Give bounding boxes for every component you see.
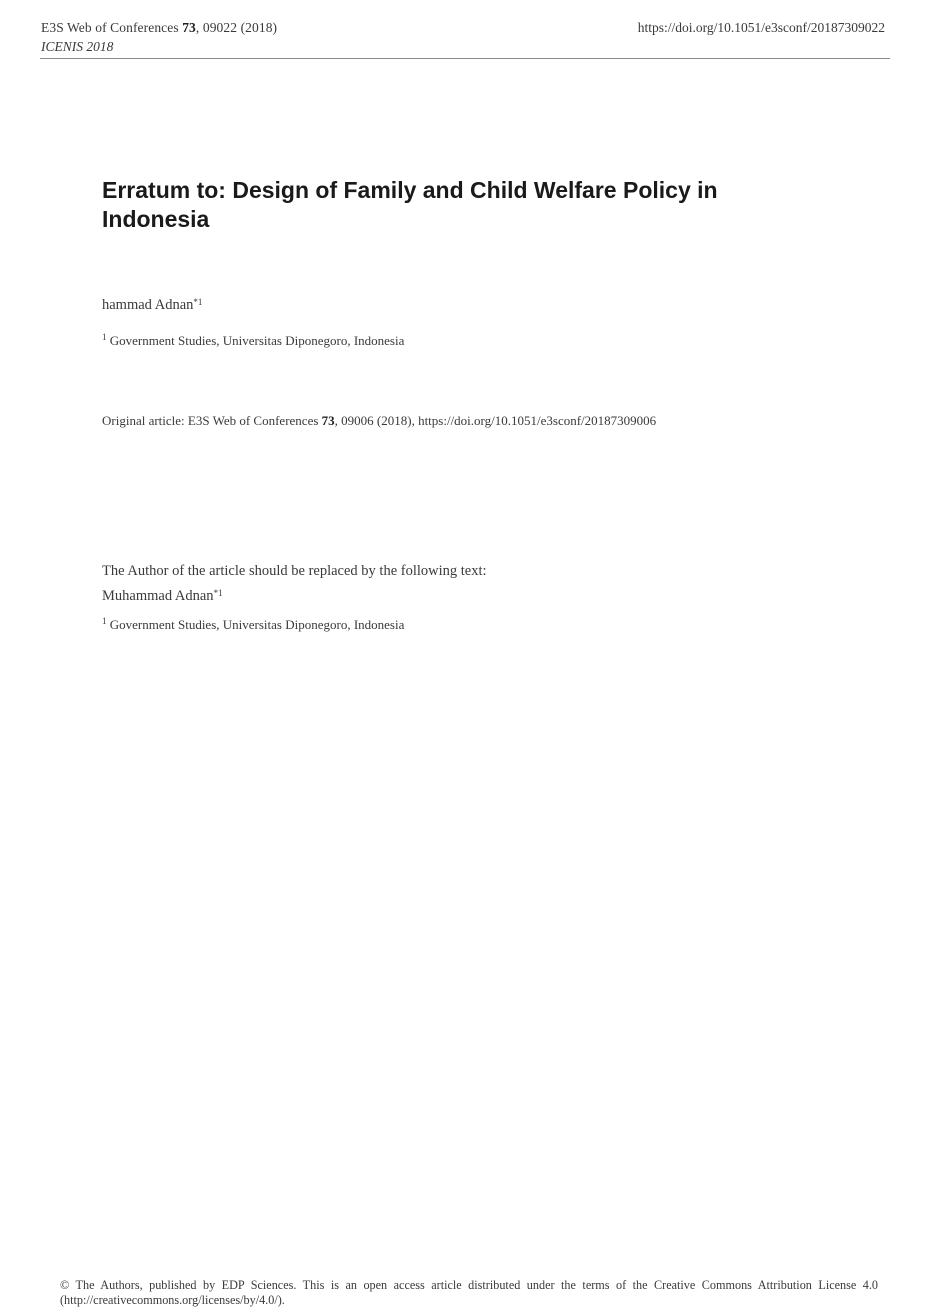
article-info: , 09022 (2018)	[195, 20, 278, 35]
corrected-author-name: Muhammad Adnan	[102, 588, 214, 604]
affiliation-number: 1	[102, 332, 107, 342]
author-line	[102, 296, 202, 314]
original-article-prefix: Original article: E3S Web of Conferences	[102, 413, 322, 428]
corrected-author-line	[102, 587, 223, 605]
author-marker: *1	[193, 297, 203, 307]
header-journal-line	[41, 19, 277, 37]
corrected-author-marker: *1	[213, 588, 223, 598]
journal-volume: 73	[182, 20, 196, 35]
affiliation-text: Government Studies, Universitas Diponegoro, Indonesia	[106, 333, 405, 348]
journal-name: E3S Web of Conferences	[41, 20, 179, 35]
author-name: hammad Adnan	[102, 297, 194, 313]
corrected-affiliation-text: Government Studies, Universitas Diponegoro, Indonesia	[106, 617, 405, 632]
original-article-suffix[interactable]: , 09006 (2018), https://doi.org/10.1051/e3sconf/20187309006	[334, 413, 657, 428]
correction-statement: The Author of the article should be replaced by the following text:	[102, 563, 487, 579]
header-divider	[40, 58, 890, 59]
header-doi-link[interactable]: https://doi.org/10.1051/e3sconf/20187309022	[637, 20, 885, 35]
page-title: Erratum to: Design of Family and Child Welfare Policy in Indonesia	[102, 177, 718, 232]
license-footer: © The Authors, published by EDP Sciences. This is an open access article distributed under the terms of the Creative Commons Attribution License 4.0 (http://creativecommons.org/licenses/by/4.0/).	[60, 1278, 878, 1307]
corrected-affiliation-line	[102, 616, 404, 633]
original-article-volume: 73	[321, 413, 335, 428]
conference-name: ICENIS 2018	[41, 39, 114, 54]
affiliation-line	[102, 332, 404, 349]
original-article-reference	[102, 412, 656, 429]
corrected-affiliation-number: 1	[102, 616, 107, 626]
